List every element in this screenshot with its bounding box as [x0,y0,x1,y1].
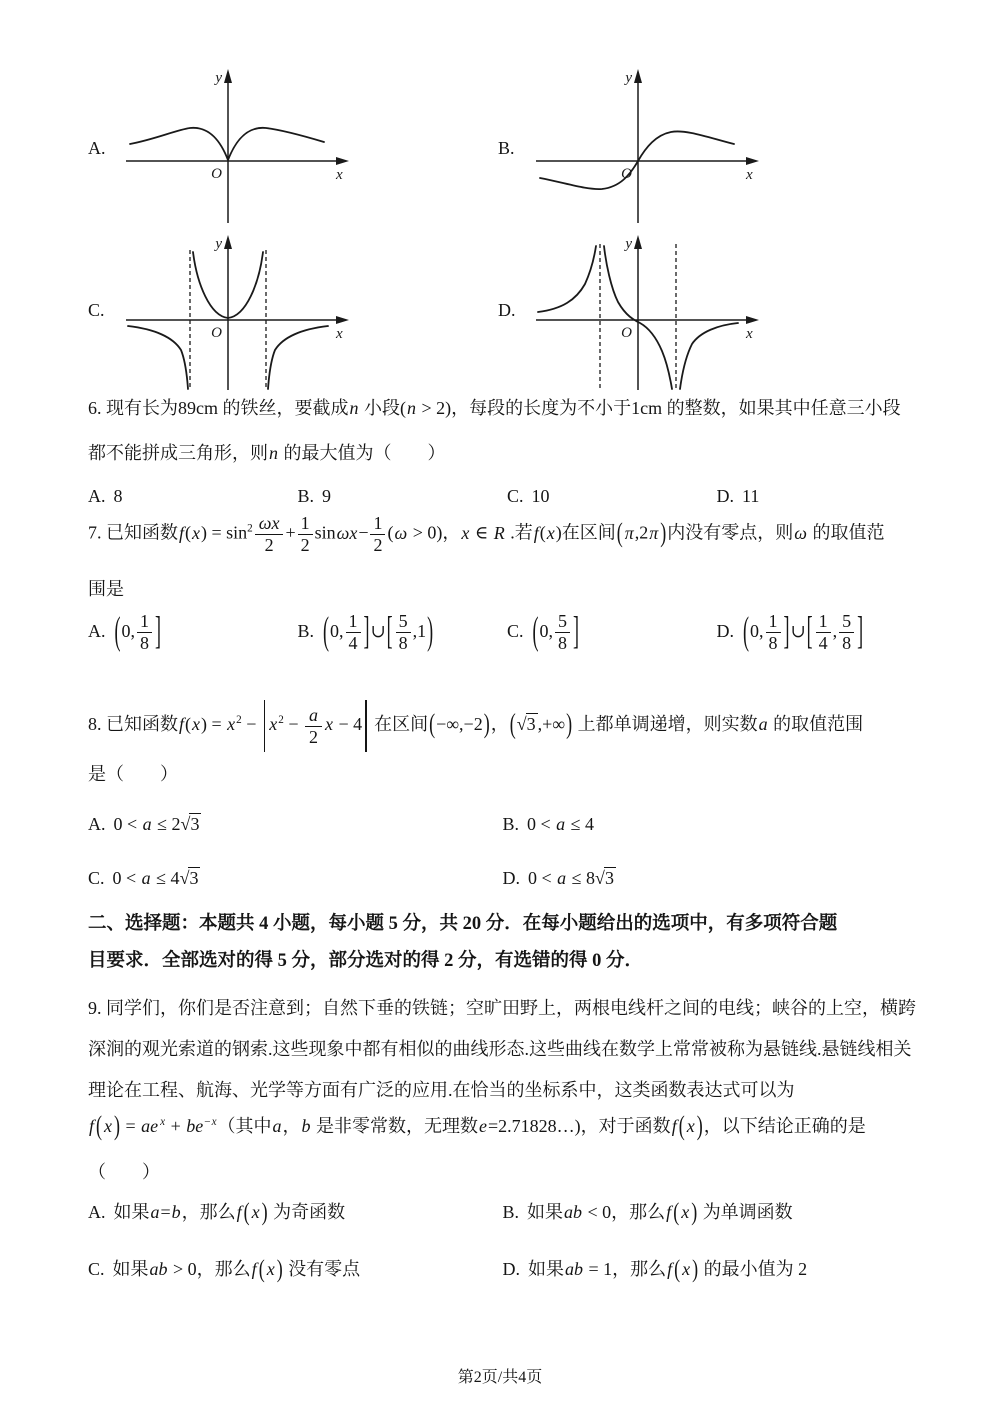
y-axis-label: y [215,70,222,86]
option-b: B. 如果ab < 0，那么f ( x ) 为单调函数 [502,1197,793,1226]
option-c: C. 10 [507,486,550,506]
option-d: D. 11 [716,486,760,506]
graph-b-plot [528,66,768,228]
function-curve [268,326,328,389]
option-d: D. 0 < a ≤ 8√3 [502,868,614,888]
function-curve [538,246,596,312]
question-9-answer-blank: （ ） [88,1162,160,1182]
origin-label: O [211,325,222,341]
y-axis-arrow-icon [224,69,232,83]
graph-option-d-label: D. [498,300,516,320]
origin-label: O [621,166,632,182]
question-8-stem-line-1: 8. 已知函数$f(x) = x^2 - x^2$ − $\frac{a}{2}$ x − 4 在区间(−∞,−2)，(√3 ,+∞) 上都单调递增，则实数a 的取值范围 [88,700,863,752]
y-axis-arrow-icon [634,69,642,83]
x-axis-arrow-icon [746,157,759,165]
option-a: A. (0, $\frac{1}{8}$ ] [88,607,161,653]
x-axis-label: x [336,326,343,342]
question-8-options-row-1 [88,812,913,836]
option-b: B. 0 < a ≤ 4 [502,814,595,834]
question-8-stem-line-2: 是（ ） [88,764,178,784]
option-a: A. 0 < a ≤ 2√3 [88,814,200,834]
y-axis-label: y [625,236,632,252]
question-9-options-row-2 [88,1254,913,1283]
x-axis-arrow-icon [336,316,349,324]
page-number-footer: 第2页/共4页 [457,1369,543,1386]
question-6-stem-line-1: 6. 现有长为89cm 的铁丝，要截成n 小段(n > 2)，每段的长度为不小于1cm 的整数，如果其中任意三小段 [88,398,901,418]
x-axis-label: x [746,167,753,183]
question-9-formula-line: f ( x ) = ae $^x + be^{-x}$（其中a，b 是非零常数，无理数e=2.71828…)，对于函数f ( x )，以下结论正确的是 [89,1110,866,1141]
x-axis-label: x [746,326,753,342]
question-9-options-row-1 [88,1197,913,1226]
question-6-stem-line-2: 都不能拼成三角形，则n 的最大值为（ ） [88,443,446,463]
option-b: B. (0, $\frac{1}{4}$ ]∪[ $\frac{5}{8}$ ,1) [297,607,434,653]
question-7-stem-line-2: 围是 [88,579,124,599]
option-a: A. 8 [88,486,123,506]
question-9-stem-line-2: 深涧的观光索道的钢索.这些现象中都有相似的曲线形态.这些曲线在数学上常常被称为悬链线.悬链线相关 [88,1039,912,1059]
graph-d-plot [528,232,768,394]
option-b: B. 9 [297,486,332,506]
y-axis-label: y [215,236,222,252]
option-d: D. 如果ab = 1，那么f ( x ) 的最小值为 2 [502,1254,808,1283]
function-curve [128,326,188,389]
section-2-header-line-1: 二、选择题：本题共 4 小题，每小题 5 分，共 20 分．在每小题给出的选项中，有多项符合题 [88,914,838,934]
option-d: D. (0, $\frac{1}{8}$ ]∪[ $\frac{1}{4}$ , $\frac{5}{8}$ ] [716,607,864,653]
graph-option-c-label: C. [88,300,105,320]
origin-label: O [211,166,222,182]
x-axis-arrow-icon [336,157,349,165]
graph-option-a-label: A. [88,138,106,158]
question-9-stem-line-3: 理论在工程、航海、光学等方面有广泛的应用.在恰当的坐标系中，这类函数表达式可以为 [88,1080,795,1100]
graph-a-plot [118,66,358,228]
question-9-stem-line-1: 9. 同学们，你们是否注意到；自然下垂的铁链；空旷田野上，两根电线杆之间的电线；峡谷的上空，横跨 [88,998,916,1018]
x-axis-arrow-icon [746,316,759,324]
option-c: C. 0 < a ≤ 4√3 [88,868,199,888]
option-a: A. 如果a=b，那么f ( x ) 为奇函数 [88,1197,346,1226]
function-curve [680,323,738,389]
x-axis-label: x [336,167,343,183]
origin-label: O [621,325,632,341]
function-curve [130,128,324,160]
question-8-options-row-2 [88,866,913,890]
y-axis-label: y [625,70,632,86]
option-c: C. (0, $\frac{5}{8}$ ] [507,607,580,653]
question-7-options-row [88,607,922,653]
graph-option-b-label: B. [498,138,515,158]
y-axis-arrow-icon [634,235,642,249]
graph-c-plot [118,232,358,394]
option-c: C. 如果ab > 0，那么f ( x ) 没有零点 [88,1254,361,1283]
question-7-stem-line-1: 7. 已知函数$f(x) = \sin^2$ $\frac{\omega x}{2}$ + $\frac{1}{2}$ sinωx− $\frac{1}{2}$ (ω > 0)，x ∈ R .若f(x)在区间( π,2π )内没有零点，则ω 的取值范 [88,513,885,555]
question-6-options-row [88,484,922,508]
section-2-header-line-2: 目要求．全部选对的得 5 分，部分选对的得 2 分，有选错的得 0 分． [88,951,644,971]
y-axis-arrow-icon [224,235,232,249]
